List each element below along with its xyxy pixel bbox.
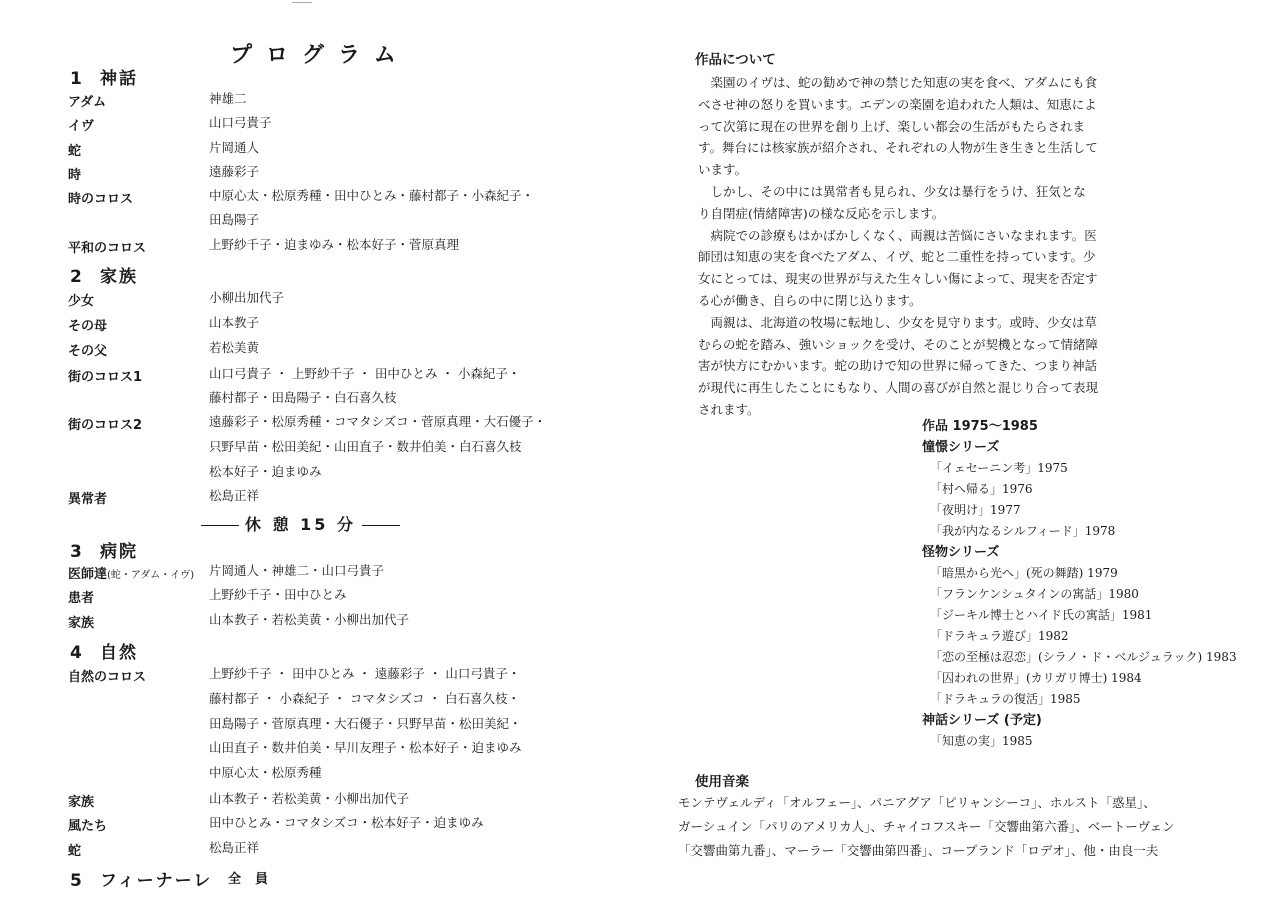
about-text xyxy=(698,72,1098,421)
section-5-heading: 5 フィーナーレ xyxy=(70,871,213,891)
cast-line: 藤村都子 ・ 小森紀子 ・ コマタシズコ ・ 白石喜久枝・ xyxy=(209,691,520,706)
cast-line: 若松美黄 xyxy=(209,340,260,355)
work-item: 「知恵の実」1985 xyxy=(930,734,1033,748)
section-2-heading: 2 家族 xyxy=(70,267,138,287)
program-title: プログラム xyxy=(230,43,410,68)
intermission: 休 憩 15 分 xyxy=(195,512,406,535)
work-item: 「囚われの世界」(カリガリ博士) 1984 xyxy=(930,671,1142,685)
work-item: 「村へ帰る」1976 xyxy=(930,482,1033,496)
cast-line: 田中ひとみ・コマタシズコ・松本好子・迫まゆみ xyxy=(209,815,484,830)
work-item: 「我が内なるシルフィード」1978 xyxy=(930,524,1116,538)
series-name: 憧憬シリーズ xyxy=(922,440,1000,455)
cast-line: 藤村都子・田島陽子・白石喜久枝 xyxy=(209,390,397,405)
cast-line: 遠藤彩子 xyxy=(209,164,260,179)
role-label: 街のコロス1 xyxy=(68,370,143,385)
section-1-heading: 1 神話 xyxy=(70,69,138,89)
cast-line: 遠藤彩子・松原秀種・コマタシズコ・菅原真理・大石優子・ xyxy=(209,414,547,429)
cast-line: 神雄二 xyxy=(209,91,247,106)
series-name: 神話シリーズ (予定) xyxy=(922,713,1042,728)
cast-line: 山本教子・若松美黄・小柳出加代子 xyxy=(209,612,410,627)
role-label: 異常者 xyxy=(68,492,108,507)
role-label: 自然のコロス xyxy=(68,670,147,685)
section-4-heading: 4 自然 xyxy=(70,643,138,663)
role-label: 少女 xyxy=(68,294,95,309)
cast-line: 片岡通人・神雄二・山口弓貴子 xyxy=(209,563,385,578)
music-line: 「交響曲第九番」、マーラー「交響曲第四番」、コープランド「ロデオ」、他・由良一夫 xyxy=(678,843,1159,858)
cast-line: 山本教子 xyxy=(209,315,260,330)
role-label: 蛇 xyxy=(68,144,82,159)
cast-line: 只野早苗・松田美紀・山田直子・数井伯美・白石喜久枝 xyxy=(209,439,522,454)
role-label: 時のコロス xyxy=(68,192,134,207)
cast-line: 片岡通人 xyxy=(209,140,260,155)
finale-cast: 全員 xyxy=(228,872,283,887)
role-label: 風たち xyxy=(68,819,108,834)
cast-line: 中原心太・松原秀種・田中ひとみ・藤村都子・小森紀子・ xyxy=(209,188,535,203)
cast-line: 上野紗千子・迫まゆみ・松本好子・菅原真理 xyxy=(209,237,460,252)
cast-line: 山田直子・数井伯美・早川友理子・松本好子・迫まゆみ xyxy=(209,740,522,755)
cast-line: 中原心太・松原秀種 xyxy=(209,765,322,780)
work-item: 「暗黒から光へ」(死の舞踏) 1979 xyxy=(930,566,1118,580)
cast-line: 山口弓貴子 ・ 上野紗千子 ・ 田中ひとみ ・ 小森紀子・ xyxy=(209,366,521,381)
role-label: 医師達(蛇・アダム・イヴ) xyxy=(68,567,195,582)
work-item: 「フランケンシュタインの寓話」1980 xyxy=(930,587,1139,601)
role-label: 家族 xyxy=(68,795,95,810)
work-item: 「夜明け」1977 xyxy=(930,503,1021,517)
about-paragraph: 両親は、北海道の牧場に転地し、少女を見守ります。或時、少女は草むらの蛇を踏み、強いショックを受け、そのことが契機となって情緒障害が快方にむかいます。蛇の助けで知の世界に帰ってきた、つまり神話が現代に再生したことにもなり、人間の喜びが自然と混じり合って表現されます。 xyxy=(698,314,1099,417)
role-label: 街のコロス2 xyxy=(68,418,143,433)
cast-line: 山本教子・若松美黄・小柳出加代子 xyxy=(209,791,410,806)
cast-line: 松島正祥 xyxy=(209,840,260,855)
cast-line: 山口弓貴子 xyxy=(209,115,272,130)
role-label: 時 xyxy=(68,168,82,183)
about-paragraph: 楽園のイヴは、蛇の勧めで神の禁じた知恵の実を食べ、アダムにも食べさせ神の怒りを買います。エデンの楽園を追われた人類は、知恵によって次第に現在の世界を創り上げ、楽しい都会の生活がもたらされます。舞台には核家族が紹介され、それぞれの人物が生き生きと生活しています。 xyxy=(698,75,1098,178)
work-item: 「ドラキュラの復活」1985 xyxy=(930,692,1081,706)
role-label: アダム xyxy=(68,95,107,110)
role-label: その母 xyxy=(68,319,108,334)
music-line: ガーシュイン「パリのアメリカ人」、チャイコフスキー「交響曲第六番」、ベートーヴェン xyxy=(678,819,1175,834)
role-label: 患者 xyxy=(68,591,95,606)
work-item: 「イェセーニン考」1975 xyxy=(930,461,1068,475)
work-item: 「ドラキュラ遊び」1982 xyxy=(930,629,1069,643)
section-3-heading: 3 病院 xyxy=(70,542,138,562)
cast-line: 小柳出加代子 xyxy=(209,290,285,305)
about-paragraph: しかし、その中には異常者も見られ、少女は暴行をうけ、狂気となり自閉症(情緒障害)の様な反応を示します。 xyxy=(698,183,1086,221)
cast-line: 田島陽子 xyxy=(209,212,260,227)
music-title: 使用音楽 xyxy=(695,774,749,790)
role-label: イヴ xyxy=(68,119,95,134)
notes-page xyxy=(640,0,1280,904)
role-label: 平和のコロス xyxy=(68,241,147,256)
cast-line: 松本好子・迫まゆみ xyxy=(209,464,322,479)
music-text xyxy=(678,791,1218,863)
role-label: その父 xyxy=(68,344,108,359)
role-label: 蛇 xyxy=(68,844,82,859)
cast-line: 田島陽子・菅原真理・大石優子・只野早苗・松田美紀・ xyxy=(209,716,522,731)
about-paragraph: 病院での診療もはかばかしくなく、両親は苦悩にさいなまれます。医師団は知恵の実を食べたアダム、イヴ、蛇と二重性を持っています。少女にとっては、現実の世界が与えた生々しい傷によって、現実を否定する心が働き、自らの中に閉じ込ります。 xyxy=(698,227,1098,308)
music-line: モンテヴェルディ「オルフェー」、パニアグア「ピリャンシーコ」、ホルスト「惑星」、 xyxy=(678,795,1156,810)
works-heading: 作品 1975〜1985 xyxy=(922,419,1038,434)
work-item: 「ジーキル博士とハイド氏の寓話」1981 xyxy=(930,608,1153,622)
cast-line: 松島正祥 xyxy=(209,488,260,503)
role-label: 家族 xyxy=(68,616,95,631)
about-title: 作品について xyxy=(695,52,776,68)
cast-line: 上野紗千子・田中ひとみ xyxy=(209,587,347,602)
work-item: 「恋の至極は忍恋」(シラノ・ド・ベルジュラック) 1983 xyxy=(930,650,1237,664)
works-list xyxy=(922,416,1262,752)
series-name: 怪物シリーズ xyxy=(922,545,1000,560)
cast-line: 上野紗千子 ・ 田中ひとみ ・ 遠藤彩子 ・ 山口弓貴子・ xyxy=(209,666,521,681)
